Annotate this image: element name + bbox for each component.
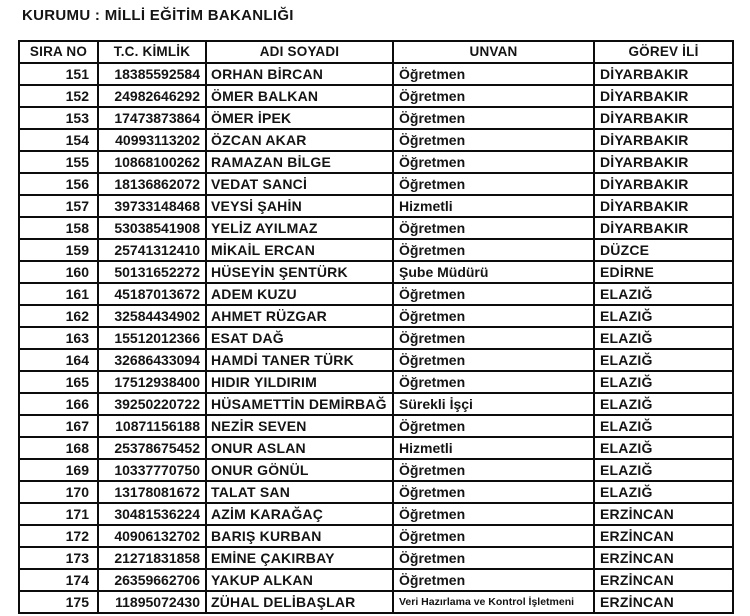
table-header xyxy=(19,41,733,63)
cell-unvan: Öğretmen xyxy=(393,129,594,151)
column-header-unvan: UNVAN xyxy=(393,41,594,63)
cell-tc-kimlik: 21271831858 xyxy=(98,547,206,569)
table-row xyxy=(19,151,733,173)
table-row xyxy=(19,437,733,459)
cell-unvan: Öğretmen xyxy=(393,459,594,481)
cell-gorev-ili: ERZİNCAN xyxy=(594,569,733,591)
cell-tc-kimlik: 17512938400 xyxy=(98,371,206,393)
cell-unvan: Öğretmen xyxy=(393,503,594,525)
cell-sira-no: 175 xyxy=(19,591,98,613)
cell-unvan: Öğretmen xyxy=(393,349,594,371)
table-row xyxy=(19,239,733,261)
cell-gorev-ili: ELAZIĞ xyxy=(594,481,733,503)
cell-unvan: Öğretmen xyxy=(393,481,594,503)
cell-adi-soyadi: EMİNE ÇAKIRBAY xyxy=(206,547,393,569)
cell-gorev-ili: DİYARBAKIR xyxy=(594,63,733,85)
cell-adi-soyadi: YELİZ AYILMAZ xyxy=(206,217,393,239)
cell-gorev-ili: DİYARBAKIR xyxy=(594,195,733,217)
cell-adi-soyadi: HAMDİ TANER TÜRK xyxy=(206,349,393,371)
cell-unvan: Öğretmen xyxy=(393,217,594,239)
cell-gorev-ili: ELAZIĞ xyxy=(594,327,733,349)
cell-gorev-ili: EDİRNE xyxy=(594,261,733,283)
cell-tc-kimlik: 30481536224 xyxy=(98,503,206,525)
table-row xyxy=(19,85,733,107)
cell-adi-soyadi: HÜSAMETTİN DEMİRBAĞ xyxy=(206,393,393,415)
cell-sira-no: 161 xyxy=(19,283,98,305)
cell-adi-soyadi: ONUR ASLAN xyxy=(206,437,393,459)
cell-adi-soyadi: HÜSEYİN ŞENTÜRK xyxy=(206,261,393,283)
cell-gorev-ili: ELAZIĞ xyxy=(594,349,733,371)
cell-gorev-ili: ELAZIĞ xyxy=(594,393,733,415)
cell-gorev-ili: ERZİNCAN xyxy=(594,591,733,613)
cell-adi-soyadi: ÖMER İPEK xyxy=(206,107,393,129)
cell-gorev-ili: ELAZIĞ xyxy=(594,459,733,481)
cell-tc-kimlik: 10868100262 xyxy=(98,151,206,173)
cell-tc-kimlik: 18385592584 xyxy=(98,63,206,85)
cell-unvan: Öğretmen xyxy=(393,525,594,547)
cell-sira-no: 165 xyxy=(19,371,98,393)
cell-sira-no: 170 xyxy=(19,481,98,503)
table-row xyxy=(19,393,733,415)
cell-unvan: Şube Müdürü xyxy=(393,261,594,283)
cell-sira-no: 169 xyxy=(19,459,98,481)
cell-gorev-ili: DİYARBAKIR xyxy=(594,107,733,129)
cell-sira-no: 172 xyxy=(19,525,98,547)
table-row xyxy=(19,371,733,393)
cell-adi-soyadi: YAKUP ALKAN xyxy=(206,569,393,591)
cell-adi-soyadi: ORHAN BİRCAN xyxy=(206,63,393,85)
cell-unvan: Hizmetli xyxy=(393,195,594,217)
cell-adi-soyadi: ÖMER BALKAN xyxy=(206,85,393,107)
cell-tc-kimlik: 10871156188 xyxy=(98,415,206,437)
cell-adi-soyadi: NEZİR SEVEN xyxy=(206,415,393,437)
cell-tc-kimlik: 24982646292 xyxy=(98,85,206,107)
document-title: KURUMU : MİLLİ EĞİTİM BAKANLIĞI xyxy=(22,7,294,24)
cell-tc-kimlik: 32686433094 xyxy=(98,349,206,371)
cell-adi-soyadi: AZİM KARAĞAÇ xyxy=(206,503,393,525)
cell-sira-no: 166 xyxy=(19,393,98,415)
cell-adi-soyadi: AHMET RÜZGAR xyxy=(206,305,393,327)
cell-gorev-ili: ELAZIĞ xyxy=(594,305,733,327)
cell-gorev-ili: ELAZIĞ xyxy=(594,437,733,459)
table-row xyxy=(19,481,733,503)
cell-unvan: Öğretmen xyxy=(393,569,594,591)
cell-unvan: Öğretmen xyxy=(393,63,594,85)
table-row xyxy=(19,217,733,239)
table-row xyxy=(19,129,733,151)
cell-sira-no: 151 xyxy=(19,63,98,85)
table-row xyxy=(19,283,733,305)
table-row xyxy=(19,349,733,371)
cell-sira-no: 153 xyxy=(19,107,98,129)
column-header-gorev-ili: GÖREV İLİ xyxy=(594,41,733,63)
table-row xyxy=(19,195,733,217)
cell-unvan: Öğretmen xyxy=(393,547,594,569)
cell-sira-no: 173 xyxy=(19,547,98,569)
cell-sira-no: 155 xyxy=(19,151,98,173)
cell-tc-kimlik: 25741312410 xyxy=(98,239,206,261)
cell-sira-no: 158 xyxy=(19,217,98,239)
cell-adi-soyadi: ADEM KUZU xyxy=(206,283,393,305)
cell-sira-no: 171 xyxy=(19,503,98,525)
cell-unvan: Öğretmen xyxy=(393,151,594,173)
cell-tc-kimlik: 15512012366 xyxy=(98,327,206,349)
cell-tc-kimlik: 13178081672 xyxy=(98,481,206,503)
cell-adi-soyadi: MİKAİL ERCAN xyxy=(206,239,393,261)
cell-sira-no: 163 xyxy=(19,327,98,349)
cell-gorev-ili: DİYARBAKIR xyxy=(594,151,733,173)
cell-tc-kimlik: 17473873864 xyxy=(98,107,206,129)
personnel-table xyxy=(18,40,734,614)
cell-unvan: Öğretmen xyxy=(393,371,594,393)
cell-sira-no: 154 xyxy=(19,129,98,151)
cell-tc-kimlik: 39250220722 xyxy=(98,393,206,415)
cell-gorev-ili: ELAZIĞ xyxy=(594,283,733,305)
cell-gorev-ili: DİYARBAKIR xyxy=(594,217,733,239)
cell-sira-no: 164 xyxy=(19,349,98,371)
cell-adi-soyadi: ESAT DAĞ xyxy=(206,327,393,349)
cell-adi-soyadi: TALAT SAN xyxy=(206,481,393,503)
table-header-row xyxy=(19,41,733,63)
table-row xyxy=(19,459,733,481)
cell-unvan: Öğretmen xyxy=(393,415,594,437)
table-row xyxy=(19,305,733,327)
cell-unvan: Öğretmen xyxy=(393,107,594,129)
cell-gorev-ili: ERZİNCAN xyxy=(594,503,733,525)
cell-gorev-ili: DİYARBAKIR xyxy=(594,173,733,195)
cell-tc-kimlik: 53038541908 xyxy=(98,217,206,239)
cell-gorev-ili: ERZİNCAN xyxy=(594,547,733,569)
table-row xyxy=(19,415,733,437)
table-row xyxy=(19,63,733,85)
table-row xyxy=(19,569,733,591)
cell-unvan: Veri Hazırlama ve Kontrol İşletmeni xyxy=(393,591,594,613)
cell-tc-kimlik: 26359662706 xyxy=(98,569,206,591)
column-header-tc-kimlik: T.C. KİMLİK xyxy=(98,41,206,63)
cell-unvan: Hizmetli xyxy=(393,437,594,459)
cell-adi-soyadi: ZÜHAL DELİBAŞLAR xyxy=(206,591,393,613)
cell-tc-kimlik: 45187013672 xyxy=(98,283,206,305)
cell-sira-no: 159 xyxy=(19,239,98,261)
cell-unvan: Öğretmen xyxy=(393,305,594,327)
table-row xyxy=(19,173,733,195)
table-row xyxy=(19,261,733,283)
column-header-sira-no: SIRA NO xyxy=(19,41,98,63)
cell-sira-no: 174 xyxy=(19,569,98,591)
cell-adi-soyadi: VEDAT SANCİ xyxy=(206,173,393,195)
table-row xyxy=(19,327,733,349)
cell-sira-no: 162 xyxy=(19,305,98,327)
cell-tc-kimlik: 10337770750 xyxy=(98,459,206,481)
cell-gorev-ili: ELAZIĞ xyxy=(594,371,733,393)
cell-tc-kimlik: 39733148468 xyxy=(98,195,206,217)
cell-gorev-ili: DİYARBAKIR xyxy=(594,85,733,107)
cell-tc-kimlik: 50131652272 xyxy=(98,261,206,283)
cell-adi-soyadi: ONUR GÖNÜL xyxy=(206,459,393,481)
cell-unvan: Öğretmen xyxy=(393,85,594,107)
cell-adi-soyadi: RAMAZAN BİLGE xyxy=(206,151,393,173)
cell-sira-no: 157 xyxy=(19,195,98,217)
table-row xyxy=(19,503,733,525)
cell-tc-kimlik: 32584434902 xyxy=(98,305,206,327)
cell-tc-kimlik: 18136862072 xyxy=(98,173,206,195)
cell-sira-no: 168 xyxy=(19,437,98,459)
cell-adi-soyadi: VEYSİ ŞAHİN xyxy=(206,195,393,217)
table-row xyxy=(19,107,733,129)
table-row xyxy=(19,525,733,547)
cell-unvan: Sürekli İşçi xyxy=(393,393,594,415)
column-header-adi-soyadi: ADI SOYADI xyxy=(206,41,393,63)
cell-adi-soyadi: HIDIR YILDIRIM xyxy=(206,371,393,393)
cell-unvan: Öğretmen xyxy=(393,173,594,195)
cell-adi-soyadi: BARIŞ KURBAN xyxy=(206,525,393,547)
cell-sira-no: 167 xyxy=(19,415,98,437)
cell-gorev-ili: ELAZIĞ xyxy=(594,415,733,437)
cell-sira-no: 152 xyxy=(19,85,98,107)
cell-unvan: Öğretmen xyxy=(393,283,594,305)
cell-gorev-ili: DÜZCE xyxy=(594,239,733,261)
table-body xyxy=(19,63,733,613)
cell-tc-kimlik: 11895072430 xyxy=(98,591,206,613)
cell-sira-no: 160 xyxy=(19,261,98,283)
table-row xyxy=(19,591,733,613)
table-row xyxy=(19,547,733,569)
cell-gorev-ili: ERZİNCAN xyxy=(594,525,733,547)
cell-adi-soyadi: ÖZCAN AKAR xyxy=(206,129,393,151)
cell-gorev-ili: DİYARBAKIR xyxy=(594,129,733,151)
cell-tc-kimlik: 40906132702 xyxy=(98,525,206,547)
cell-unvan: Öğretmen xyxy=(393,239,594,261)
cell-sira-no: 156 xyxy=(19,173,98,195)
cell-tc-kimlik: 25378675452 xyxy=(98,437,206,459)
cell-unvan: Öğretmen xyxy=(393,327,594,349)
cell-tc-kimlik: 40993113202 xyxy=(98,129,206,151)
